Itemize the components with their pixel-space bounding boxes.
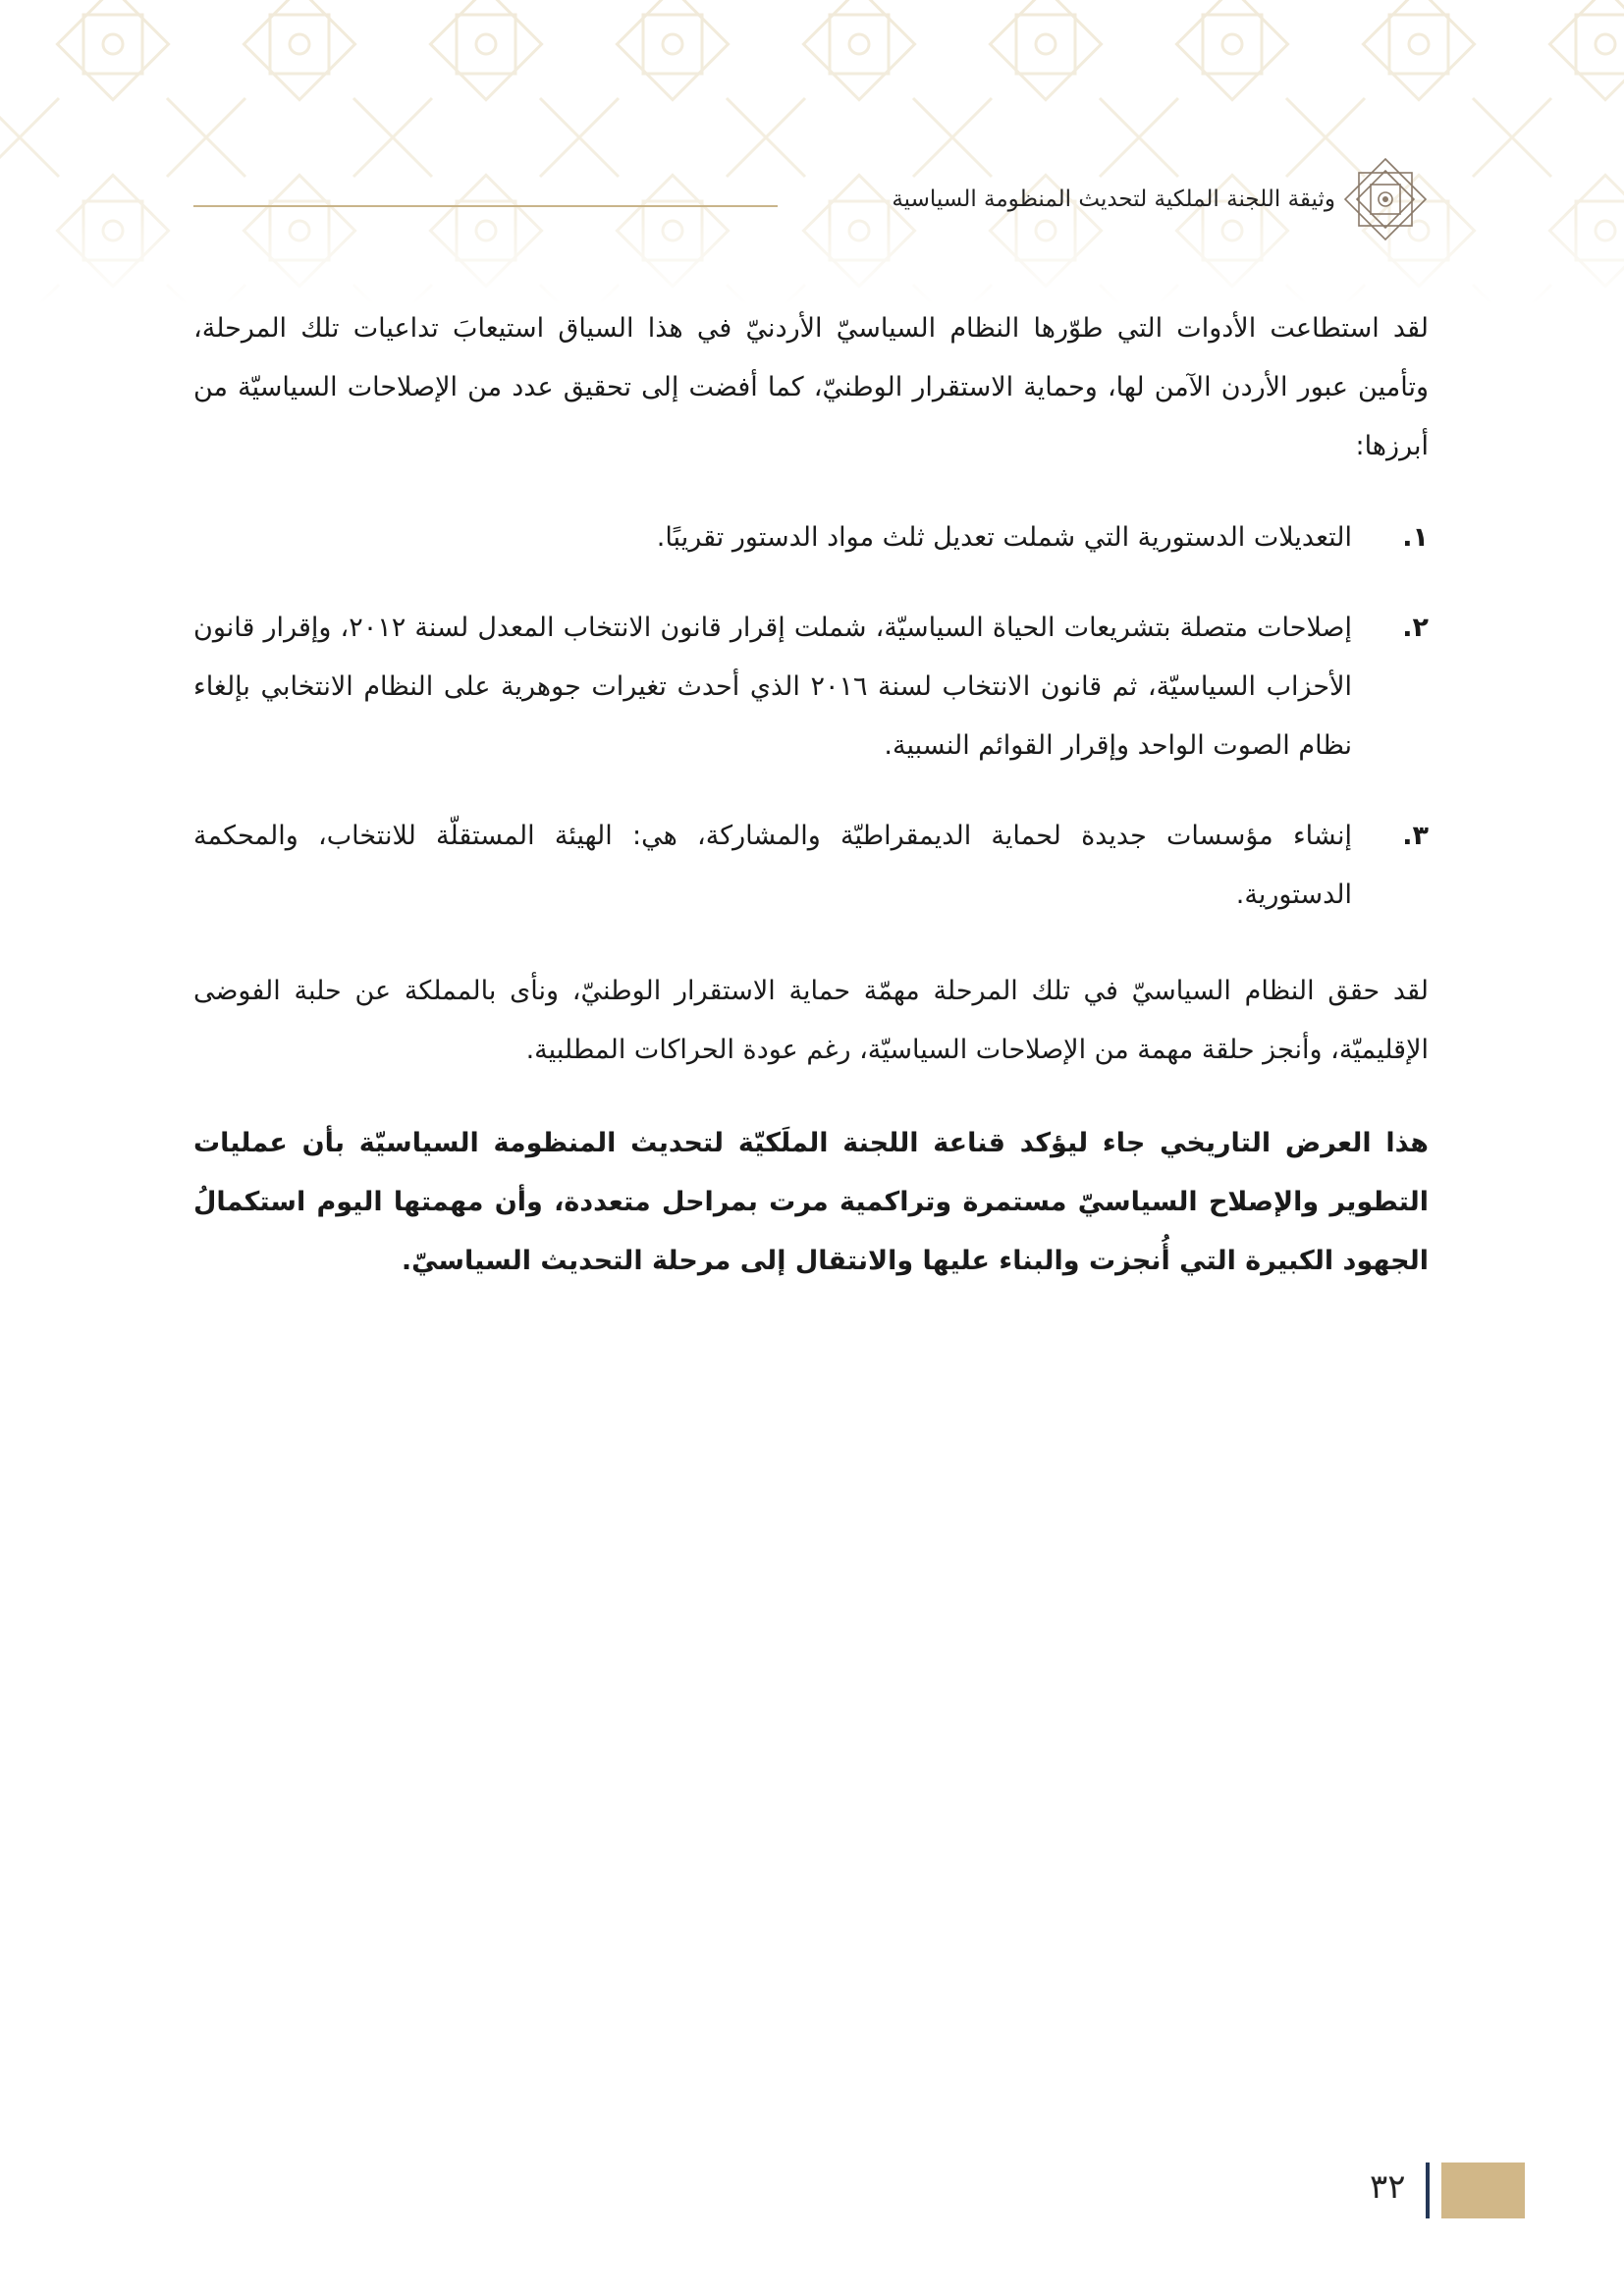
page-marker-box [1441, 2163, 1525, 2218]
diamond-emblem-icon [1343, 157, 1428, 241]
list-text: إنشاء مؤسسات جديدة لحماية الديمقراطيّة والمشاركة، هي: الهيئة المستقلّة للانتخاب، والمحكمة الدستورية. [193, 821, 1352, 910]
list-text: إصلاحات متصلة بتشريعات الحياة السياسيّة، شملت إقرار قانون الانتخاب المعدل لسنة ٢٠١٢، وإقرار قانون الأحزاب السياسيّة، ثم قانون الانتخاب لسنة ٢٠١٦ الذي أحدث تغيرات جوهرية على النظام الانتخابي بإلغاء نظام الصوت الواحد وإقرار القوائم النسبية. [193, 613, 1352, 761]
page-header [892, 157, 1428, 241]
header-rule [193, 205, 778, 207]
document-title: وثيقة اللجنة الملكية لتحديث المنظومة السياسية [892, 187, 1335, 212]
background-pattern [0, 0, 1624, 304]
list-item [193, 599, 1429, 775]
list-number: ٣. [1402, 821, 1429, 851]
intro-paragraph: لقد استطاعت الأدوات التي طوّرها النظام السياسيّ الأردنيّ في هذا السياق استيعابَ تداعيات تلك المرحلة، وتأمين عبور الأردن الآمن لها، وحماية الاستقرار الوطنيّ، كما أفضت إلى تحقيق عدد من الإصلاحات السياسيّة من أبرزها: [193, 313, 1429, 461]
list-item [193, 508, 1429, 567]
list-number: ٢. [1402, 613, 1429, 643]
page-number: ٣٢ [1370, 2167, 1406, 2207]
conclusion-paragraph: هذا العرض التاريخي جاء ليؤكد قناعة اللجنة الملَكيّة لتحديث المنظومة السياسيّة بأن عمليات التطوير والإصلاح السياسيّ مستمرة وتراكمية مرت بمراحل متعددة، وأن مهمتها اليوم استكمالُ الجهود الكبيرة التي أُنجزت والبناء عليها والانتقال إلى مرحلة التحديث السياسيّ. [193, 1128, 1429, 1276]
page-number-divider [1426, 2163, 1430, 2218]
list-item [193, 807, 1429, 925]
list-text: التعديلات الدستورية التي شملت تعديل ثلث مواد الدستور تقريبًا. [656, 522, 1352, 553]
achievements-paragraph: لقد حقق النظام السياسيّ في تلك المرحلة مهمّة حماية الاستقرار الوطنيّ، ونأى بالمملكة عن حلبة الفوضى الإقليميّة، وأنجز حلقة مهمة من الإصلاحات السياسيّة، رغم عودة الحراكات المطلبية. [193, 976, 1429, 1065]
list-number: ١. [1402, 522, 1429, 553]
reforms-list [193, 508, 1429, 956]
